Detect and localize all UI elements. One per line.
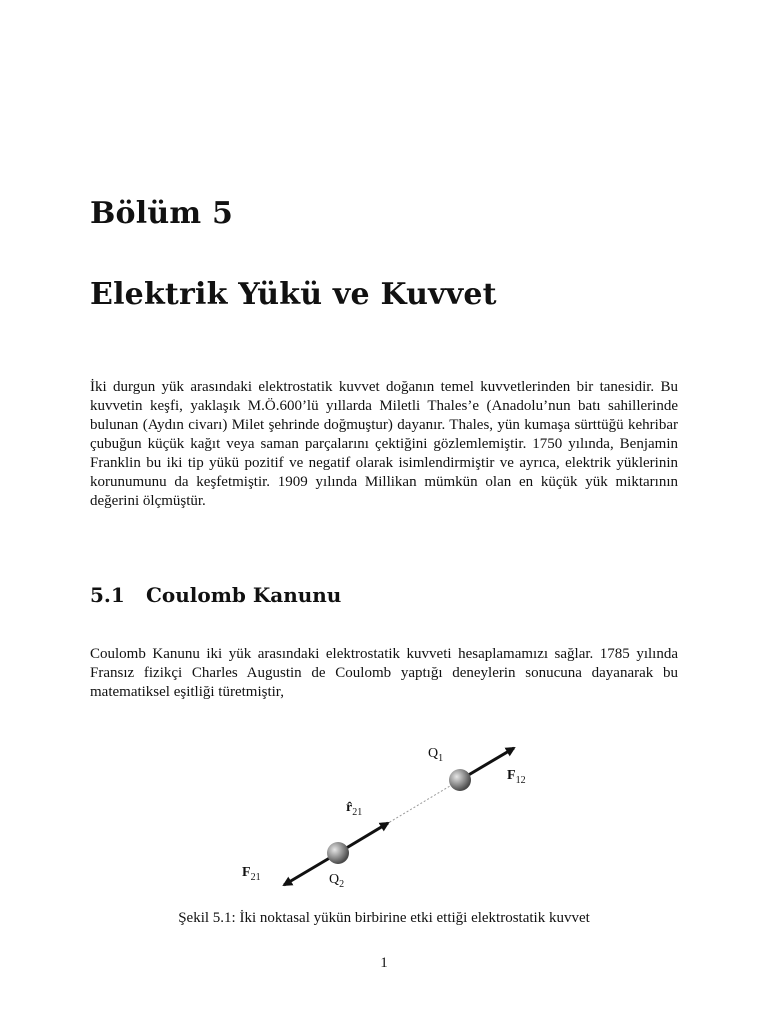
- r21-label: $r̂_{21}$: [346, 800, 363, 818]
- q2-label: $Q_2$: [329, 872, 345, 890]
- intro-paragraph: İki durgun yük arasındaki elektrostatik kuvvet doğanın temel kuvvetlerinden bir tanesidir. Bu kuvvetin keşfi, yaklaşık M.Ö.600’lü yıllarda Miletli Thales’e (Anadolu’nun batı sahillerinde bulunan (Aydın civarı) Milet şehrinde doğmuştur) dayanır. Thales, yün kumaşa sürttüğü kehribar çubuğun küçük kağıt veya saman parçalarını çektiğini gözlemlemiştir. 1750 yılında, Benjamin Franklin bu iki tip yükü pozitif ve negatif olarak isimlendirmiştir ve ayrıca, elektrik yüklerinin korunumunu da keşfetmiştir. 1909 yılında Millikan mümkün olan en küçük yük miktarının değerini ölçmüştür.: [90, 379, 678, 509]
- charge-q1: [449, 769, 471, 791]
- chapter-title: Elektrik Yükü ve Kuvvet: [90, 277, 497, 312]
- chapter-label: Bölüm 5: [90, 196, 234, 231]
- f21-label: $F_{21}$: [242, 865, 261, 883]
- f12-label: $F_{12}$: [507, 768, 526, 786]
- charge-q2: [327, 842, 349, 864]
- q1-label: $Q_1$: [428, 746, 444, 764]
- page-number: 1: [380, 955, 388, 971]
- figure-caption: Şekil 5.1: İki noktasal yükün birbirine etki ettiği elektrostatik kuvvet: [178, 910, 590, 926]
- coulomb-paragraph: Coulomb Kanunu iki yük arasındaki elektrostatik kuvveti hesaplamamızı sağlar. 1785 yılında Fransız fizikçi Charles Augustin de Coulomb yaptığı deneylerin sonucuna dayanarak bu matematiksel eşitliği türetmiştir,: [90, 646, 678, 700]
- coulomb-force-figure: [230, 735, 550, 895]
- section-heading: [90, 583, 341, 607]
- section-title: Coulomb Kanunu: [146, 583, 342, 607]
- section-number: 5.1: [90, 583, 125, 607]
